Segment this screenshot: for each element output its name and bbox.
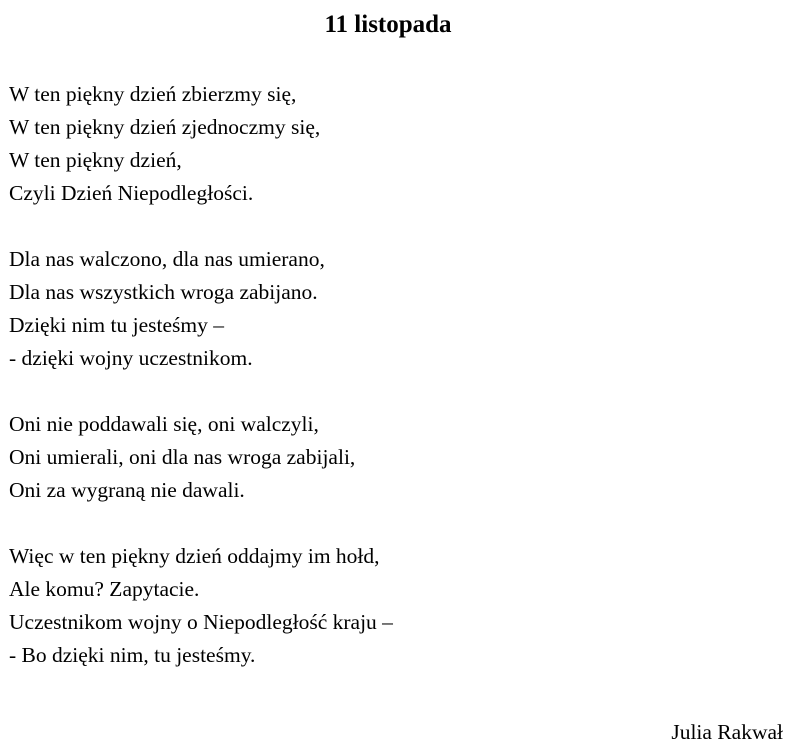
poem-line: Dla nas wszystkich wroga zabijano. bbox=[9, 280, 318, 304]
poem-body bbox=[9, 78, 779, 705]
poem-line: Dzięki nim tu jesteśmy – bbox=[9, 313, 224, 337]
poem-line: Ale komu? Zapytacie. bbox=[9, 577, 200, 601]
poem-line: Więc w ten piękny dzień oddajmy im hołd, bbox=[9, 544, 380, 568]
stanza-4 bbox=[9, 540, 779, 672]
author-signature: Julia Rakwał bbox=[671, 720, 783, 744]
stanza-3 bbox=[9, 408, 779, 507]
poem-line: Oni za wygraną nie dawali. bbox=[9, 478, 245, 502]
poem-line: - Bo dzięki nim, tu jesteśmy. bbox=[9, 643, 256, 667]
poem-line: W ten piękny dzień zjednoczmy się, bbox=[9, 115, 321, 139]
poem-line: Dla nas walczono, dla nas umierano, bbox=[9, 247, 325, 271]
poem-line: - dzięki wojny uczestnikom. bbox=[9, 346, 253, 370]
poem-line: Oni nie poddawali się, oni walczyli, bbox=[9, 412, 319, 436]
poem-line: Uczestnikom wojny o Niepodległość kraju – bbox=[9, 610, 393, 634]
poem-line: W ten piękny dzień, bbox=[9, 148, 182, 172]
poem-title: 11 listopada bbox=[324, 11, 452, 38]
poem-line: Czyli Dzień Niepodległości. bbox=[9, 181, 254, 205]
poem-line: Oni umierali, oni dla nas wroga zabijali, bbox=[9, 445, 356, 469]
poem-line: W ten piękny dzień zbierzmy się, bbox=[9, 82, 297, 106]
stanza-2 bbox=[9, 243, 779, 375]
stanza-1 bbox=[9, 78, 779, 210]
